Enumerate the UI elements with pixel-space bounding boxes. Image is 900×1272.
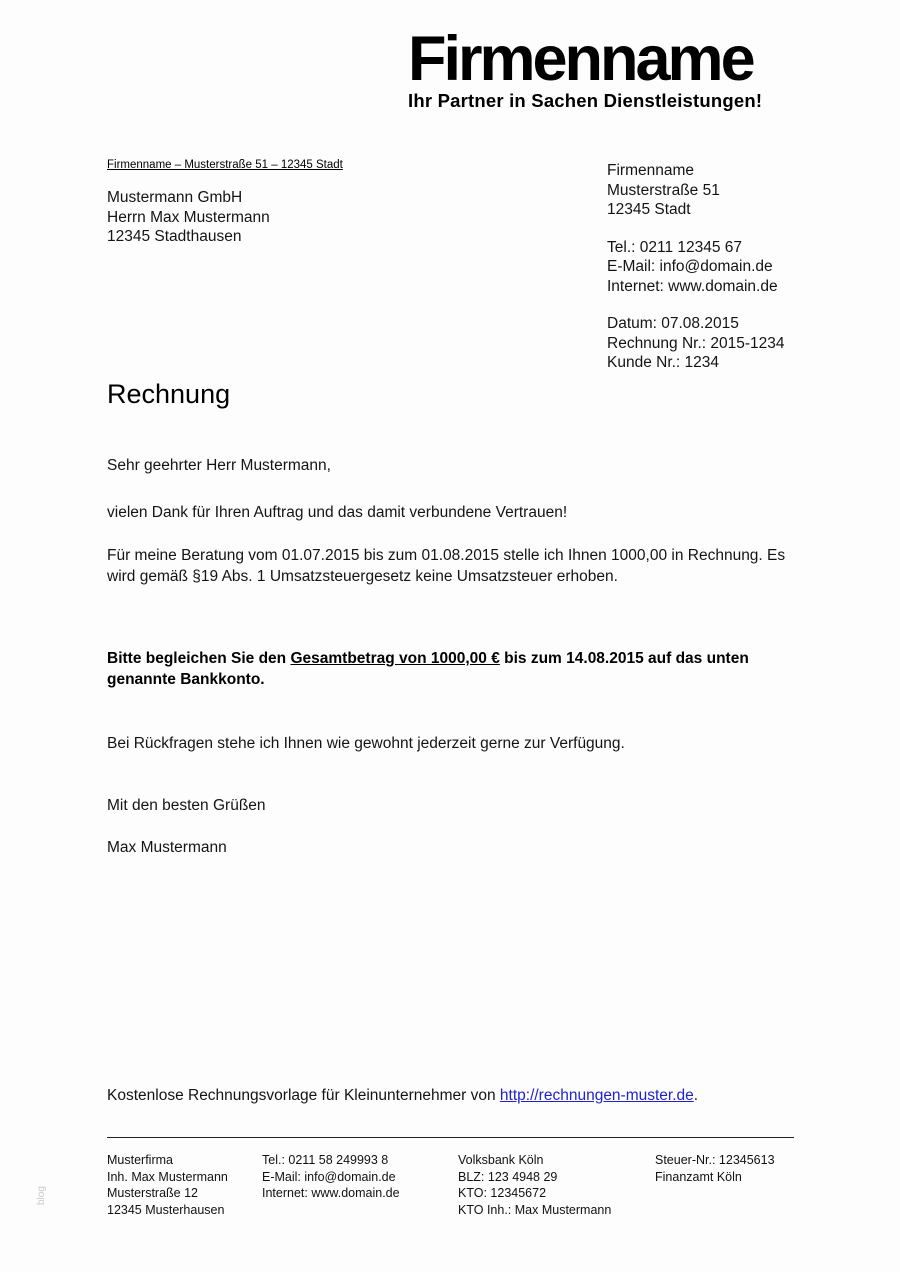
salutation-text: Sehr geehrter Herr Mustermann, <box>107 457 331 474</box>
sender-info-block <box>607 161 785 391</box>
sender-address-line: Musterstraße 51 <box>607 181 720 199</box>
footer-bank-account: KTO: 12345672 <box>458 1186 547 1200</box>
sender-address-line: Firmenname <box>607 162 694 179</box>
closing-note-text: Bei Rückfragen stehe ich Ihnen wie gewohnt jederzeit gerne zur Verfügung. <box>107 735 625 752</box>
footer-bank-blz: BLZ: 123 4948 29 <box>458 1169 558 1184</box>
footer-email: E-Mail: info@domain.de <box>262 1169 396 1184</box>
sender-phone: Tel.: 0211 12345 67 <box>607 238 743 256</box>
footer-bank-column <box>458 1152 611 1218</box>
company-name: Firmenname <box>408 24 753 94</box>
invoice-date: Datum: 07.08.2015 <box>607 315 739 332</box>
recipient-address-block <box>107 188 270 247</box>
footer-tax-column <box>655 1152 775 1185</box>
payment-text-pre: Bitte begleichen Sie den <box>107 650 291 667</box>
sender-contact-group <box>607 238 785 297</box>
brand-header <box>408 26 762 112</box>
template-source-link[interactable]: http://rechnungen-muster.de <box>499 1087 694 1104</box>
footer-company-column <box>107 1152 228 1218</box>
recipient-line: 12345 Stadthausen <box>107 228 242 245</box>
sender-website: Internet: www.domain.de <box>607 277 778 295</box>
invoice-meta-group <box>607 314 785 373</box>
footer-company-name: Musterfirma <box>107 1153 173 1167</box>
payment-request-paragraph <box>107 649 799 690</box>
thanks-text: vielen Dank für Ihren Auftrag und das damit verbundene Vertrauen! <box>107 504 568 521</box>
footer-divider <box>107 1137 794 1138</box>
template-credit-text: Kostenlose Rechnungsvorlage für Kleinunternehmer von <box>107 1087 500 1104</box>
payment-total-amount: Gesamtbetrag von 1000,00 € <box>290 650 500 667</box>
footer-company-street: Musterstraße 12 <box>107 1186 199 1200</box>
document-title: Rechnung <box>107 379 231 409</box>
sender-return-address: Firmenname – Musterstraße 51 – 12345 Stadt <box>107 159 343 171</box>
footer-tax-office: Finanzamt Köln <box>655 1169 742 1184</box>
company-tagline: Ihr Partner in Sachen Dienstleistungen! <box>408 90 763 112</box>
footer-tax-number: Steuer-Nr.: 12345613 <box>655 1153 775 1167</box>
footer-company-owner: Inh. Max Mustermann <box>107 1169 228 1184</box>
blog-watermark: blog <box>36 1186 47 1205</box>
customer-number: Kunde Nr.: 1234 <box>607 354 720 371</box>
footer-bank-holder: KTO Inh.: Max Mustermann <box>458 1202 612 1217</box>
sender-address-group <box>607 161 785 220</box>
signature-name: Max Mustermann <box>107 839 227 856</box>
footer-contact-column <box>262 1152 400 1202</box>
payment-text-post: bis zum 14.08.2015 auf das unten genannte Bankkonto. <box>107 650 749 688</box>
footer-phone: Tel.: 0211 58 249993 8 <box>262 1153 389 1167</box>
invoice-number: Rechnung Nr.: 2015-1234 <box>607 334 785 352</box>
recipient-line: Herrn Max Mustermann <box>107 208 270 226</box>
service-description-paragraph: Für meine Beratung vom 01.07.2015 bis zum 01.08.2015 stelle ich Ihnen 1000,00 in Rechnung. Es wird gemäß §19 Abs. 1 Umsatzsteuergesetz keine Umsatzsteuer erhoben. <box>107 547 786 585</box>
template-credit-line <box>107 1087 698 1105</box>
footer-company-city: 12345 Musterhausen <box>107 1202 225 1217</box>
footer-website: Internet: www.domain.de <box>262 1186 400 1200</box>
footer-bank-name: Volksbank Köln <box>458 1153 544 1167</box>
sender-email: E-Mail: info@domain.de <box>607 258 773 275</box>
sender-address-line: 12345 Stadt <box>607 201 691 218</box>
recipient-line: Mustermann GmbH <box>107 189 243 206</box>
template-credit-suffix: . <box>693 1087 699 1104</box>
regards-text: Mit den besten Grüßen <box>107 797 266 814</box>
